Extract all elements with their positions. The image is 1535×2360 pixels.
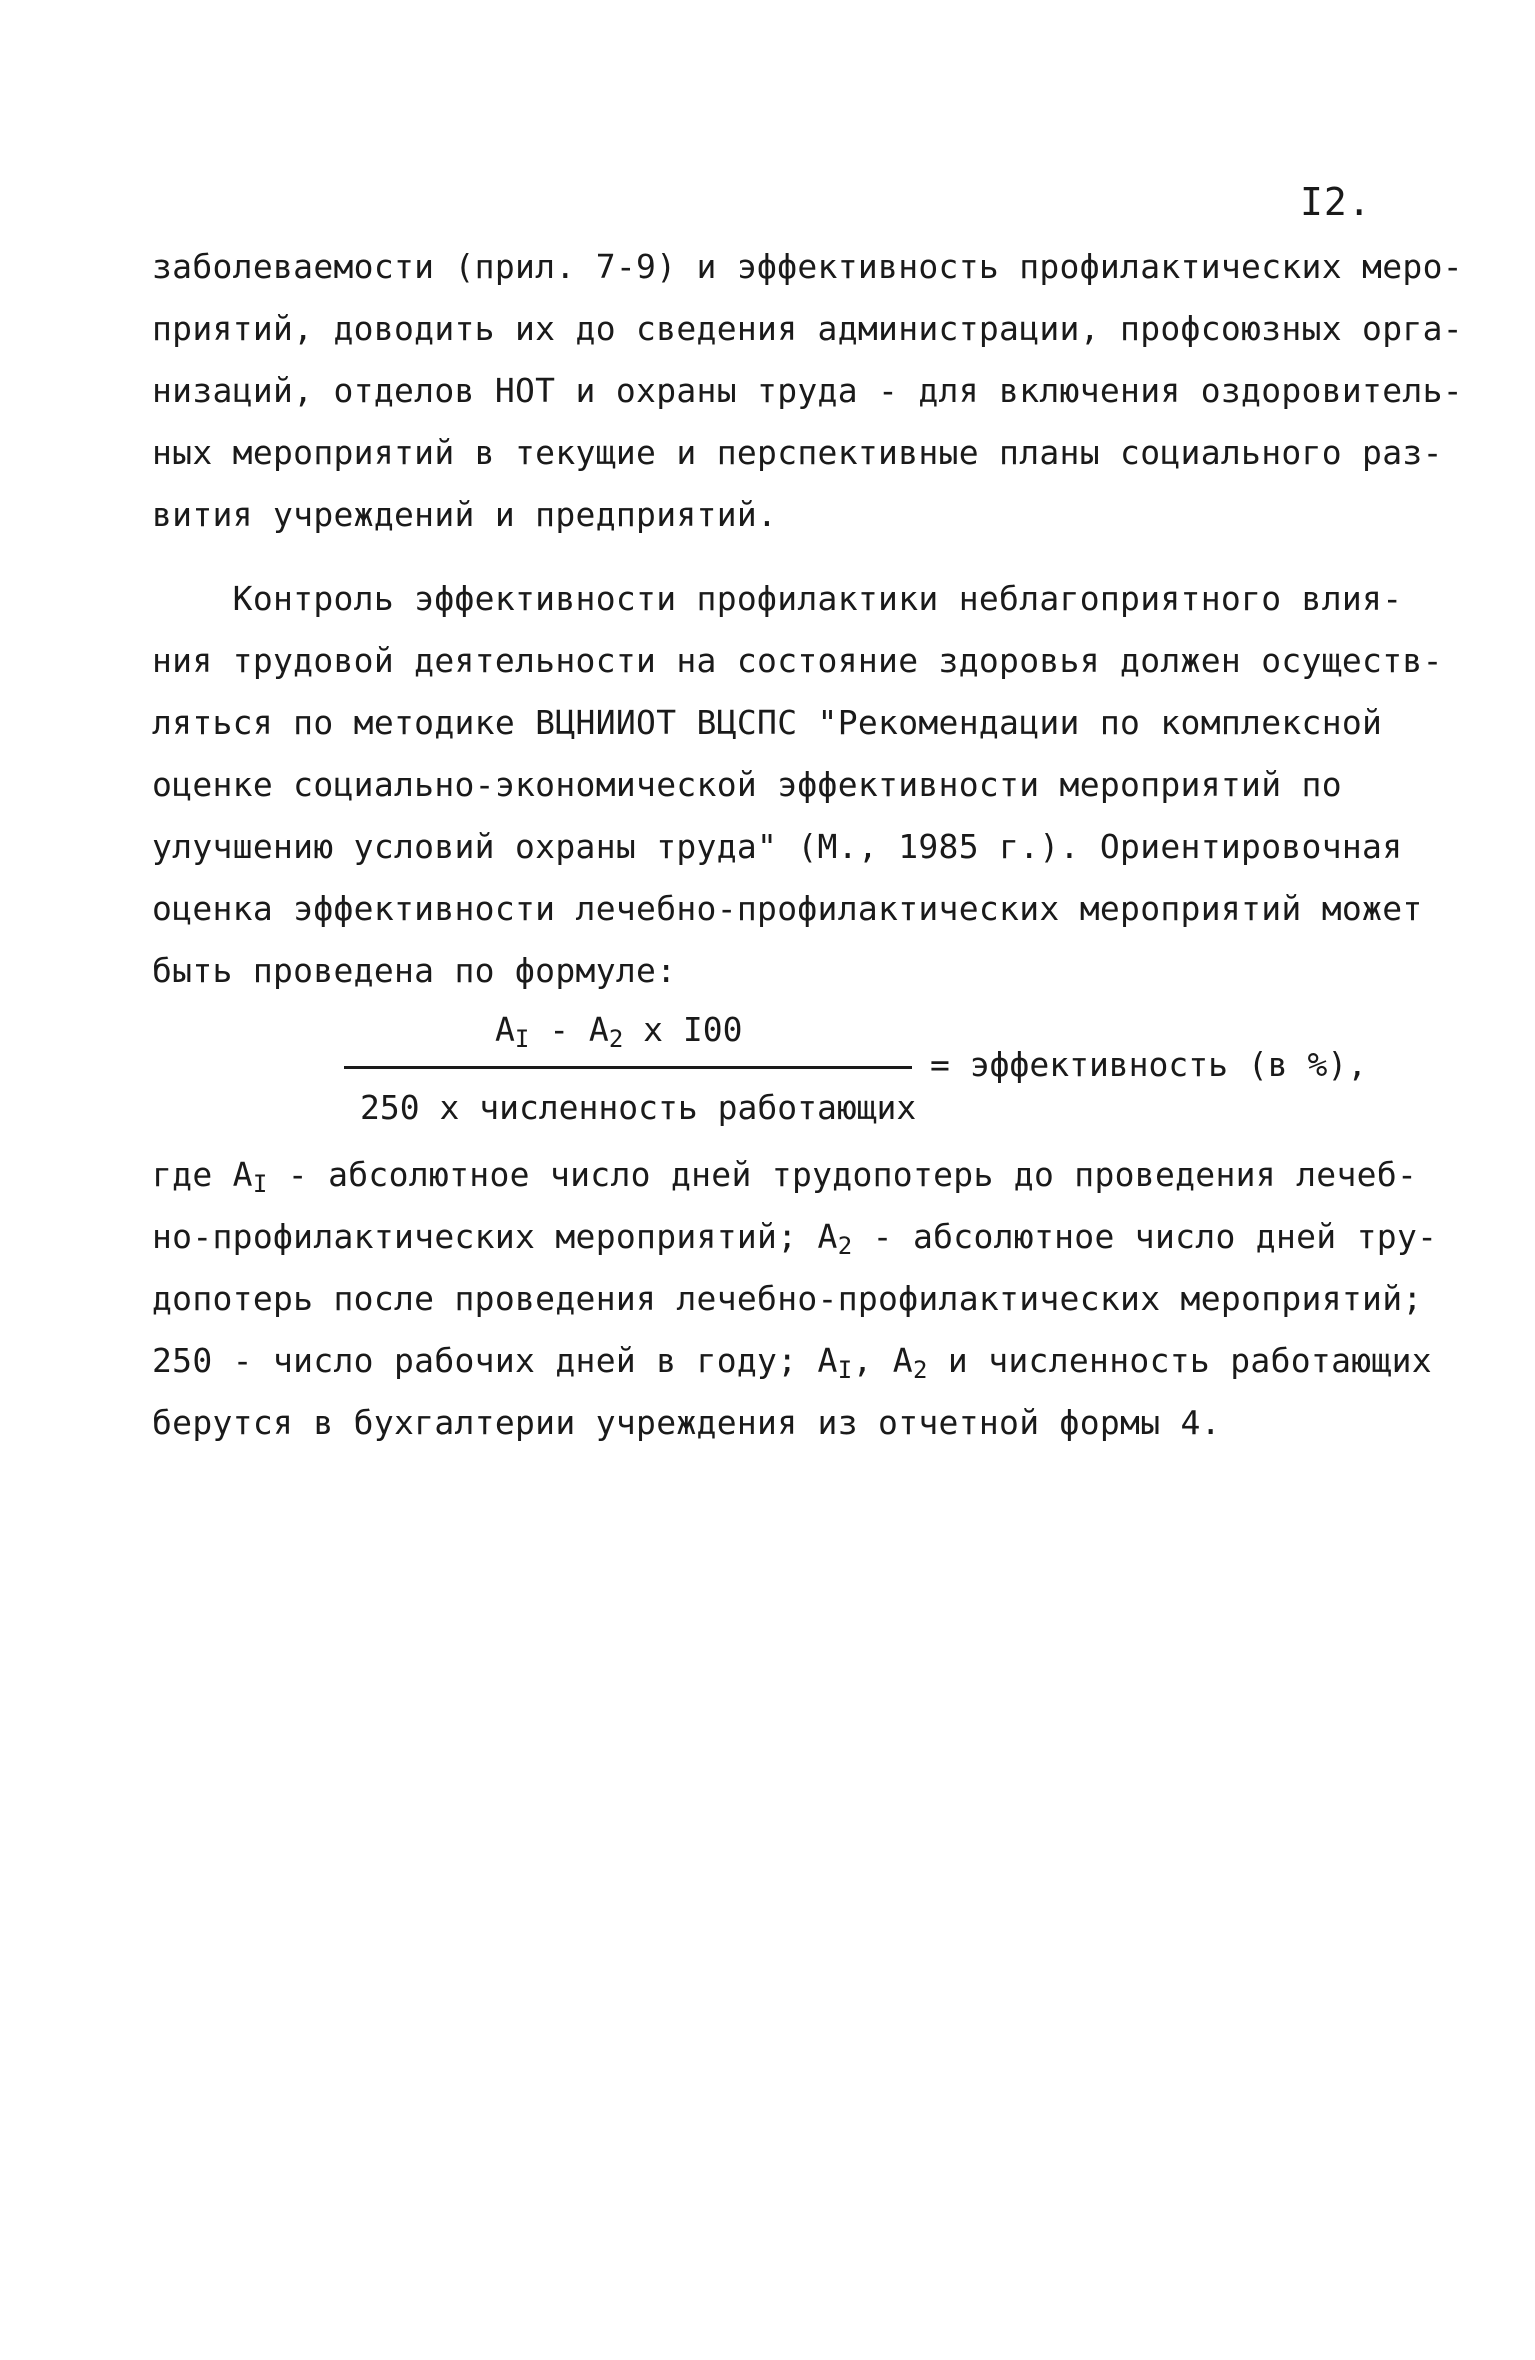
paragraph-line	[152, 1330, 1432, 1392]
formula-a2-subscript: 2	[608, 1025, 624, 1053]
text-segment: - абсолютное число дней тру-	[852, 1217, 1438, 1256]
paragraph-line: заболеваемости (прил. 7-9) и эффективность профилактических меро-	[152, 247, 1463, 286]
paragraph-3	[152, 1144, 1438, 1454]
paragraph-line: оценке социально-экономической эффективности мероприятий по	[152, 765, 1342, 804]
formula-denominator: 250 х численность работающих	[360, 1088, 917, 1127]
efficiency-formula	[340, 1010, 1400, 1130]
text-segment: где A	[152, 1155, 253, 1194]
formula-times-100: x I00	[623, 1010, 743, 1049]
paragraph-1	[152, 236, 1463, 546]
paragraph-line: ных мероприятий в текущие и перспективные планы социального раз-	[152, 433, 1443, 472]
paragraph-line: низаций, отделов НОТ и охраны труда - для включения оздоровитель-	[152, 371, 1463, 410]
text-segment: - абсолютное число дней трудопотерь до проведения лечеб-	[267, 1155, 1418, 1194]
subscript: I	[837, 1356, 853, 1384]
paragraph-line	[152, 1206, 1438, 1268]
page-number: I2.	[1300, 180, 1372, 224]
paragraph-line: вития учреждений и предприятий.	[152, 495, 778, 534]
text-segment: и численность работающих	[927, 1341, 1432, 1380]
paragraph-2	[152, 568, 1443, 1002]
paragraph-line: оценка эффективности лечебно-профилактических мероприятий может	[152, 889, 1423, 928]
fraction-bar	[344, 1066, 912, 1069]
subscript: 2	[912, 1356, 928, 1384]
formula-numerator	[495, 1010, 743, 1053]
formula-result: = эффективность (в %),	[930, 1045, 1368, 1084]
formula-a1-subscript: I	[514, 1025, 530, 1053]
paragraph-line: ния трудовой деятельности на состояние здоровья должен осуществ-	[152, 641, 1443, 680]
paragraph-line: допотерь после проведения лечебно-профилактических мероприятий;	[152, 1279, 1423, 1318]
paragraph-line: ляться по методике ВЦНИИОТ ВЦСПС "Рекомендации по комплексной	[152, 703, 1383, 742]
formula-minus-a2: - A	[529, 1010, 609, 1049]
paragraph-line: берутся в бухгалтерии учреждения из отчетной формы 4.	[152, 1403, 1221, 1442]
paragraph-line: приятий, доводить их до сведения администрации, профсоюзных орга-	[152, 309, 1463, 348]
paragraph-line	[152, 1144, 1418, 1206]
formula-a1: A	[495, 1010, 515, 1049]
paragraph-line: Контроль эффективности профилактики неблагоприятного влия-	[152, 579, 1403, 618]
text-segment: 250 - число рабочих дней в году; A	[152, 1341, 838, 1380]
subscript: I	[252, 1170, 268, 1198]
text-segment: , A	[852, 1341, 913, 1380]
paragraph-line: быть проведена по формуле:	[152, 951, 677, 990]
paragraph-line: улучшению условий охраны труда" (М., 1985 г.). Ориентировочная	[152, 827, 1403, 866]
subscript: 2	[837, 1232, 853, 1260]
text-segment: но-профилактических мероприятий; A	[152, 1217, 838, 1256]
